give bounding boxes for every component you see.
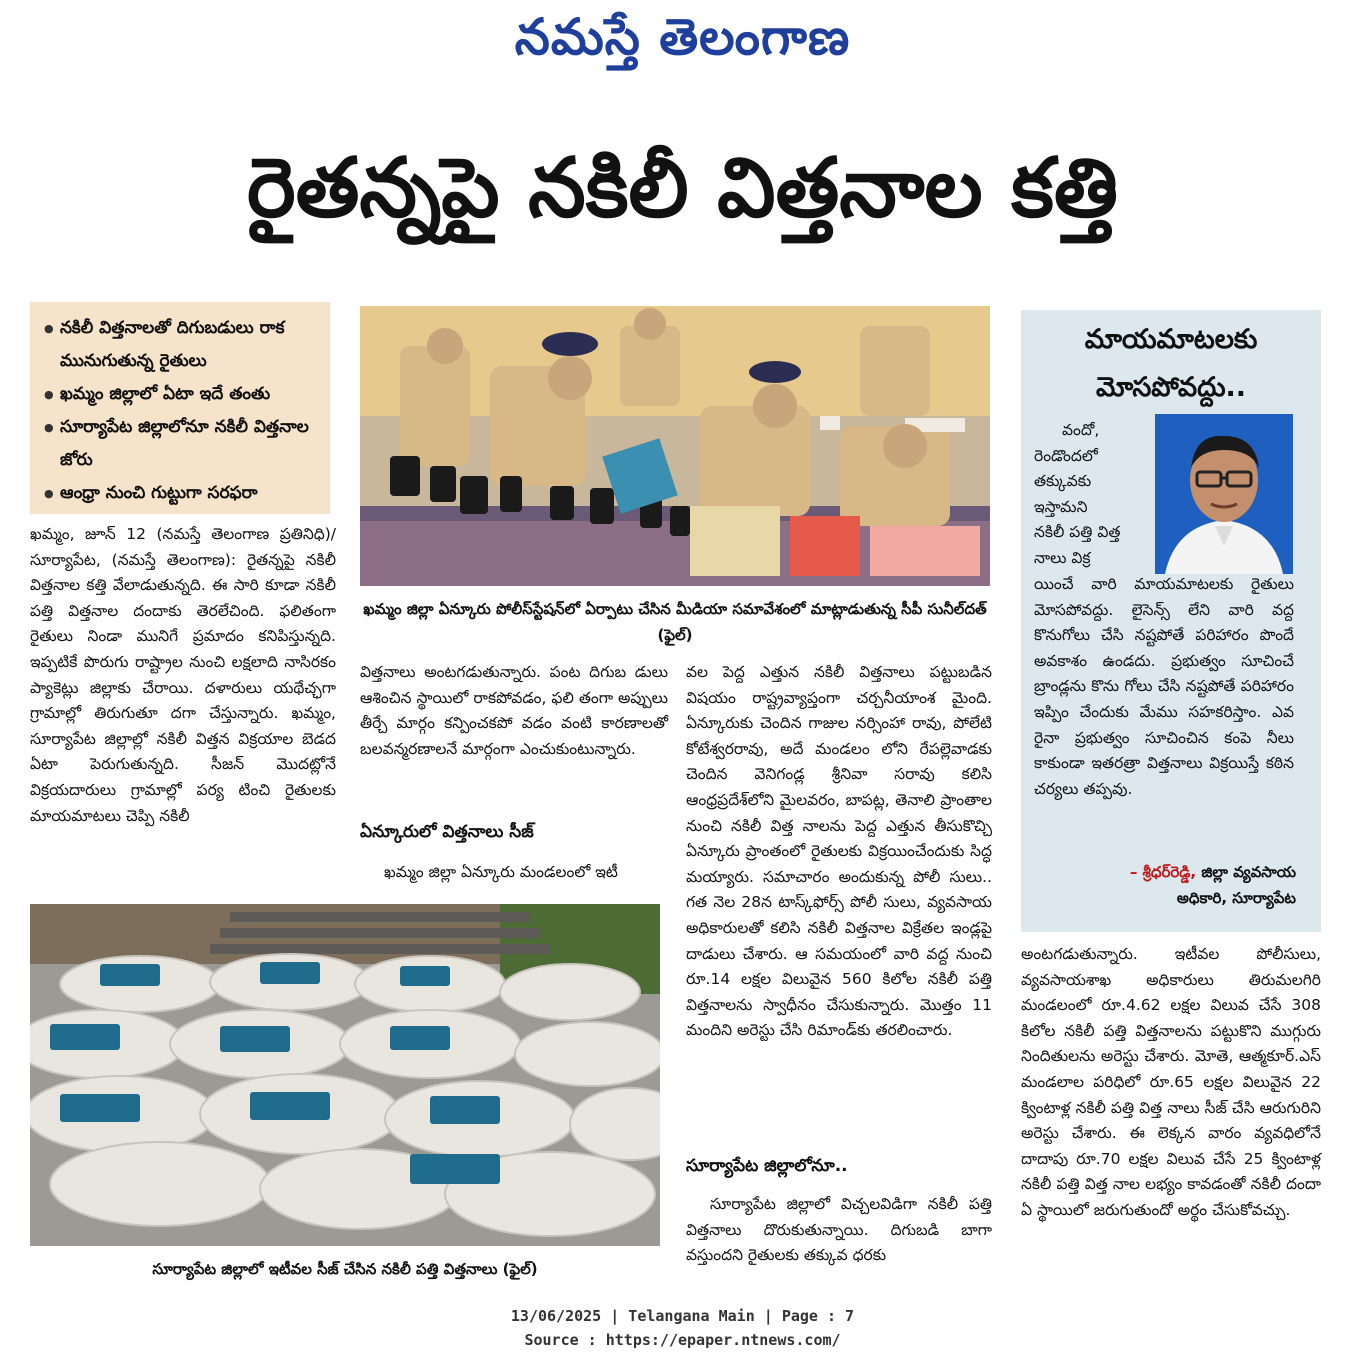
- highlight-item: ● ఆంధ్రా నుంచి గుట్టుగా సరఫరా: [60, 477, 324, 510]
- press-meet-photo: [360, 306, 990, 586]
- column-3-text-continued: సూర్యాపేట జిల్లాలో విచ్చలవిడిగా నకిలీ పత్తి విత్తనాలు దొరుకుతున్నాయి. దిగుబడి బాగా వస్తుందని రైతులకు తక్కువ ధరకు: [686, 1195, 992, 1265]
- seized-seeds-caption: సూర్యాపేట జిల్లాలో ఇటీవల సీజ్ చేసిన నకిలీ పత్తి విత్తనాలు (ఫైల్): [152, 1260, 538, 1278]
- highlight-item: ● నకిలీ విత్తనాలతో దిగుబడులు రాక మునుగుతున్న రైతులు: [60, 312, 324, 378]
- column-2-text: విత్తనాలు అంటగడుతున్నారు. పంట దిగుబ డులు ఆశించిన స్థాయిలో రాకపోవడం, ఫలి తంగా అప్పులు తీర్చే మార్గం కన్పించకపో వడం వంటి కారణాలతో బలవన్మరణాలనే మార్గంగా ఎంచుకుంటున్నారు.: [360, 663, 668, 758]
- signature-dash: –: [1129, 863, 1138, 881]
- headline: రైతన్నపై నకిలీ విత్తనాల కత్తి: [246, 141, 1119, 236]
- page-footer: [0, 1304, 1365, 1352]
- highlights-box: [30, 302, 330, 514]
- signature-office: అధికారి, సూర్యాపేట: [1176, 888, 1296, 907]
- press-meet-caption: ఖమ్మం జిల్లా ఏన్కూరు పోలీస్‌స్టేషన్‌లో ఏర్పాటు చేసిన మీడియా సమావేశంలో మాట్లాడుతున్న సీపీ సునీల్‌దత్ (ఫైల్): [363, 600, 987, 644]
- officer-portrait: [1155, 414, 1293, 574]
- highlight-item: ● సూర్యాపేట జిల్లాలోనూ నకిలీ విత్తనాల జోరు: [60, 411, 324, 477]
- signature-name: శ్రీధర్‌రెడ్డి,: [1142, 863, 1197, 881]
- sidebar-line: వందో,: [1062, 421, 1100, 439]
- sidebar-line: తక్కువకు: [1034, 472, 1092, 491]
- masthead-logo: నమస్తే తెలంగాణ: [514, 8, 851, 66]
- sidebar-title-line1: మాయమాటలకు: [1084, 324, 1258, 355]
- highlight-item: ● ఖమ్మం జిల్లాలో ఏటా ఇదే తంతు: [60, 378, 324, 411]
- footer-date-edition: 13/06/2025 | Telangana Main | Page : 7: [510, 1307, 855, 1325]
- sidebar-line: నకిలీ పత్తి విత్త: [1034, 523, 1121, 542]
- sidebar-title: [1021, 316, 1321, 412]
- footer-source: Source : https://epaper.ntnews.com/: [524, 1331, 841, 1349]
- sidebar-text-beside-photo: [1034, 418, 1152, 572]
- seized-seeds-photo: [30, 904, 660, 1246]
- column-1-text: ఖమ్మం, జూన్ 12 (నమస్తే తెలంగాణ ప్రతినిధి)/సూర్యాపేట, (నమస్తే తెలంగాణ): రైతన్నపై నకిలీ విత్తనాల కత్తి వేలాడుతున్నది. ఈ సారి కూడా నకిలీ పత్తి విత్తనాల దందాకు తెరలేచింది. ఫలితంగా రైతులు నిండా మునిగే ప్రమాదం కనిపిస్తున్నది. ఇప్పటికే పొరుగు రాష్ట్రాల నుంచి లక్షలాది నాసిరకం ప్యాకెట్లు జిల్లాకు చేరాయి. దళారులు యథేచ్ఛగా గ్రామాల్లో తిరుగుతూ దగా చేస్తున్నారు. ఖమ్మం, సూర్యాపేట జిల్లాల్లో నకిలీ విత్తన విక్రయాల బెడద ఏటా పెరుగుతున్నది. సీజన్ మొదట్లోనే విక్రయదారులు గ్రామాల్లో పర్య టించి రైతులకు మాయమాటలు చెప్పి నకిలీ: [30, 525, 336, 825]
- signature-role: జిల్లా వ్యవసాయ: [1201, 863, 1296, 881]
- section-subhead-enkoor: ఏన్కూరులో విత్తనాలు సీజ్: [360, 822, 534, 842]
- sidebar-title-line2: మోసపోవద్దు..: [1095, 372, 1247, 403]
- column-2-text-continued: ఖమ్మం జిల్లా ఏన్కూరు మండలంలో ఇటీ: [384, 863, 618, 881]
- sidebar-line: ఇస్తామని: [1034, 497, 1088, 516]
- column-3-text: వల పెద్ద ఎత్తున నకిలీ విత్తనాలు పట్టుబడిన విషయం రాష్ట్రవ్యాప్తంగా చర్చనీయాంశ మైంది. ఏన్కూరుకు చెందిన గాజుల నర్సింహా రావు, పోలేటి కోటేశ్వరరావు, అదే మండలం లోని రేపల్లెవాడకు చెందిన వెనిగండ్ల శ్రీనివా సరావు కలిసి ఆంధ్రప్రదేశ్‌లోని మైలవరం, బాపట్ల, తెనాలి ప్రాంతాల నుంచి నకిలీ విత్త నాలను పెద్ద ఎత్తున తీసుకొచ్చి ఏన్కూరు ప్రాంతంలో రైతులకు విక్రయించేందుకు సిద్ధ మయ్యారు. సమాచారం అందుకున్న పోలీ సులు.. గత నెల 28న టాస్క్‌ఫోర్స్ పోలీ సులు, వ్యవసాయ అధికారులతో కలిసి నకిలీ విత్తనాల విక్రేతల ఇండ్లపై దాడులు చేశారు. ఆ సమయంలో వారి వద్ద నుంచి రూ.14 లక్షల విలువైన 560 కిలోల నకిలీ పత్తి విత్తనాలను స్వాధీనం చేసుకున్నారు. మొత్తం 11 మందిని అరెస్టు చేసి రిమాండ్‌కు తరలించారు.: [686, 663, 992, 1040]
- sidebar-line: రెండొందలో: [1034, 446, 1098, 465]
- sidebar-signature: [1034, 860, 1296, 911]
- sidebar-line: నాలు విక్ర: [1034, 548, 1091, 567]
- section-subhead-suryapet: సూర్యాపేట జిల్లాలోనూ..: [686, 1156, 848, 1176]
- sidebar-text: యించే వారి మాయమాటలకు రైతులు మోసపోవద్దు. లైసెన్స్ లేని వారి వద్ద కొనుగోలు చేసి నష్టపోతే పరిహారం పొందే అవకాశం ఉండదు. ప్రభుత్వం సూచించే బ్రాండ్లను కొను గోలు చేసి నష్టపోతే పరిహారం ఇప్పిం చేందుకు మేము సహకరిస్తాం. ఎవ రైనా ప్రభుత్వం సూచించిన కంపె నీలు కాకుండా ఇతరత్రా విత్తనాలు విక్రయిస్తే కఠిన చర్యలు తప్పవు.: [1034, 575, 1294, 798]
- column-4-text: అంటగడుతున్నారు. ఇటీవల పోలీసులు, వ్యవసాయశాఖ అధికారులు తిరుమలగిరి మండలంలో రూ.4.62 లక్షల విలువ చేసే 308 కిలోల నకిలీ పత్తి విత్తనాలను పట్టుకొని ముగ్గురు నిందితులను అరెస్టు చేశారు. మోతె, ఆత్మకూర్.ఎస్ మండలాల పరిధిలో రూ.65 లక్షల విలువైన 22 క్వింటాళ్ల నకిలీ పత్తి విత్త నాలు సీజ్ చేసి ఆరుగురిని అరెస్టు చేశారు. ఈ లెక్కన వారం వ్యవధిలోనే దాదాపు రూ.70 లక్షల విలువ చేసే 25 క్వింటాళ్ల నకిలీ పత్తి విత్త నాల లభ్యం కావడంతో నకిలీ దందా ఏ స్థాయిలో జరుగుతుందో అర్థం చేసుకోవచ్చు.: [1021, 945, 1321, 1219]
